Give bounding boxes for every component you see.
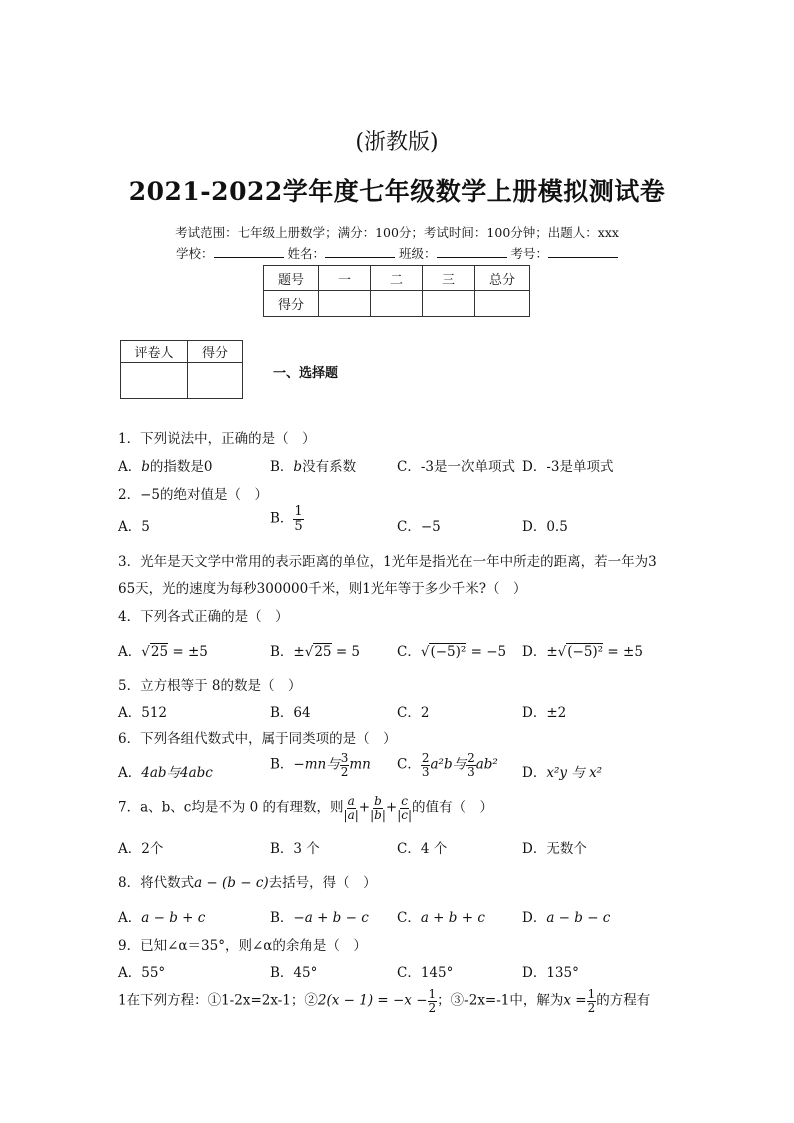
- class-label: 班级：: [398, 246, 437, 261]
- q8-option-c[interactable]: C．a + b + c: [397, 910, 485, 926]
- school-label: 学校：: [175, 246, 214, 261]
- question-8: 8．将代数式a − (b − c)去括号，得（ ）: [118, 875, 377, 891]
- q8-option-a[interactable]: A．a − b + c: [118, 910, 206, 926]
- q4-option-d[interactable]: D．±√(−5)² = ±5: [522, 644, 643, 660]
- question-6: 6．下列各组代数式中，属于同类项的是（ ）: [118, 731, 397, 747]
- score-header: 三: [423, 266, 475, 291]
- q5-option-c[interactable]: C．2: [397, 705, 430, 721]
- id-blank[interactable]: [548, 245, 618, 258]
- question-4: 4．下列各式正确的是（ ）: [118, 609, 289, 625]
- exam-edition: (浙教版): [355, 130, 439, 155]
- question-5: 5．立方根等于 8的数是（ ）: [118, 678, 302, 694]
- q5-option-d[interactable]: D．±2: [522, 705, 567, 721]
- score-table: [263, 265, 530, 317]
- q7-option-b[interactable]: B．3 个: [270, 841, 320, 857]
- section-title: 一、选择题: [273, 366, 339, 381]
- question-2: 2．−5的绝对值是（ ）: [118, 487, 268, 503]
- q2-option-d[interactable]: D．0.5: [522, 519, 568, 535]
- q5-option-b[interactable]: B．64: [270, 705, 311, 721]
- question-7: 7．a、b、c均是不为 0 的有理数，则 $\frac{a}{|a|}$ + $\frac{b}{|b|}$ + $\frac{c}{|c|}$ 的值有（ ）: [118, 794, 493, 822]
- exam-info: 考试范围：七年级上册数学；满分：100分；考试时间：100分钟；出题人：xxx: [175, 225, 619, 240]
- q2-option-c[interactable]: C．−5: [397, 519, 441, 535]
- score-header: 二: [371, 266, 423, 291]
- school-blank[interactable]: [214, 245, 284, 258]
- q6-option-d[interactable]: D．x²y 与 x²: [522, 765, 603, 781]
- q7-option-a[interactable]: A．2个: [118, 841, 164, 857]
- q8-option-d[interactable]: D．a − b − c: [522, 910, 611, 926]
- exam-title: 2021-2022学年度七年级数学上册模拟测试卷: [128, 177, 666, 206]
- score-row-label: 得分: [264, 291, 319, 317]
- score-header: 一: [319, 266, 371, 291]
- q2-option-a[interactable]: A．5: [118, 519, 150, 535]
- q6-option-a[interactable]: A．4ab与4abc: [118, 765, 213, 781]
- grader-table: [120, 340, 243, 399]
- q1-option-d[interactable]: D．-3是单项式: [522, 459, 614, 475]
- score-header: 题号: [264, 266, 319, 291]
- question-10: 1在下列方程：①1-2x=2x-1；②2(x − 1) = −x − $\frac{1}{2}$ ；③-2x=-1中，解为x = $\frac{1}{2}$ 的方程有: [118, 987, 651, 1015]
- q9-option-b[interactable]: B．45°: [270, 965, 318, 981]
- q1-option-a[interactable]: A．b的指数是0: [118, 459, 213, 475]
- question-1: 1．下列说法中，正确的是（ ）: [118, 431, 316, 447]
- q7-option-c[interactable]: C．4 个: [397, 841, 448, 857]
- student-fields: [0, 244, 794, 262]
- q4-option-c[interactable]: C．√(−5)² = −5: [397, 644, 507, 660]
- question-3-line-2: 65天，光的速度为每秒300000千米，则1光年等于多少千米?（ ）: [118, 581, 527, 597]
- score-cell[interactable]: [371, 291, 423, 317]
- question-3-line-1: 3．光年是天文学中常用的表示距离的单位，1光年是指光在一年中所走的距离，若一年为3: [118, 554, 657, 570]
- q6-option-b[interactable]: B．−mn与 $\frac{3}{2}$ mn: [270, 751, 371, 779]
- name-label: 姓名：: [287, 246, 325, 261]
- q9-option-d[interactable]: D．135°: [522, 965, 579, 981]
- question-9: 9．已知∠α＝35°，则∠α的余角是（ ）: [118, 938, 367, 954]
- score-cell[interactable]: [423, 291, 475, 317]
- grader-header: 评卷人: [121, 341, 188, 363]
- class-blank[interactable]: [437, 245, 507, 258]
- score-cell[interactable]: [475, 291, 530, 317]
- grader-cell[interactable]: [188, 363, 243, 399]
- q9-option-a[interactable]: A．55°: [118, 965, 166, 981]
- q5-option-a[interactable]: A．512: [118, 705, 168, 721]
- q7-option-d[interactable]: D．无数个: [522, 841, 587, 857]
- grader-header: 得分: [188, 341, 243, 363]
- score-header: 总分: [475, 266, 530, 291]
- score-cell[interactable]: [319, 291, 371, 317]
- q1-option-b[interactable]: B．b没有系数: [270, 459, 357, 475]
- q6-option-c[interactable]: C． $\frac{2}{3}$ a²b与 $\frac{2}{3}$ ab²: [397, 751, 498, 779]
- grader-cell[interactable]: [121, 363, 188, 399]
- q8-option-b[interactable]: B．−a + b − c: [270, 910, 369, 926]
- q9-option-c[interactable]: C．145°: [397, 965, 454, 981]
- q4-option-b[interactable]: B．±√25 = 5: [270, 644, 361, 660]
- q2-option-b[interactable]: B． $\frac{1}{5}$: [270, 504, 303, 534]
- name-blank[interactable]: [325, 245, 395, 258]
- q1-option-c[interactable]: C．-3是一次单项式: [397, 459, 515, 475]
- id-label: 考号：: [510, 246, 548, 261]
- q4-option-a[interactable]: A．√25 = ±5: [118, 644, 208, 660]
